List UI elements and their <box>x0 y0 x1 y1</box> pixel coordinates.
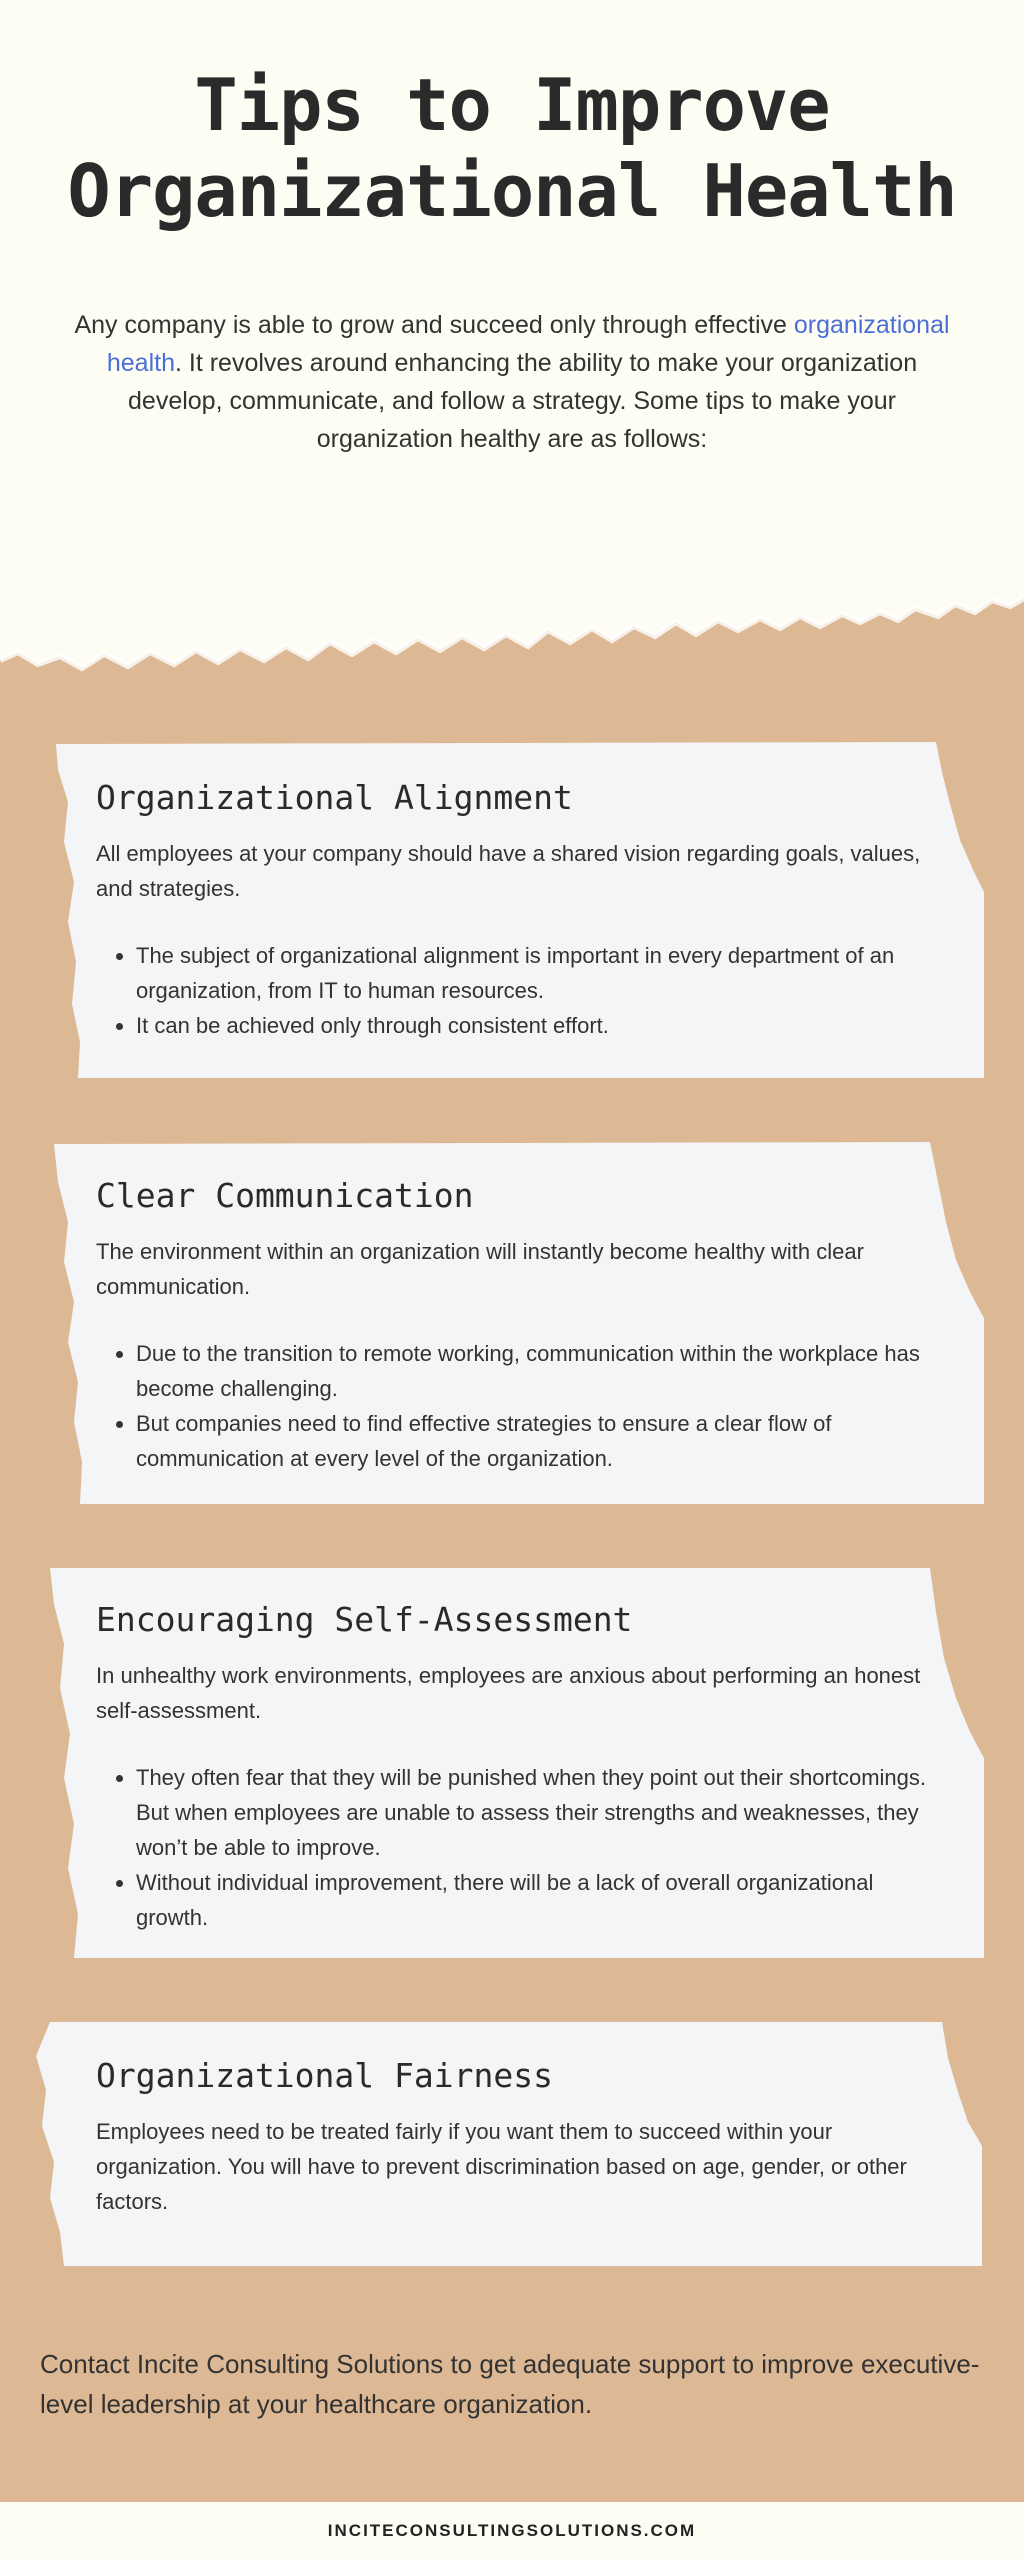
intro-paragraph <box>58 306 966 458</box>
contact-paragraph: Contact Incite Consulting Solutions to get adequate support to improve executive-level leadership at your healthcare organization. <box>40 2349 980 2419</box>
tip-heading: Clear Communication <box>96 1176 474 1215</box>
tip-heading: Organizational Alignment <box>96 778 573 817</box>
tip-bullet-list <box>96 938 946 1043</box>
tip-bullet: • Due to the transition to remote working, communication within the workplace has become challenging. <box>136 1336 946 1406</box>
page-title-line-2: Organizational Health <box>67 149 957 233</box>
tip-heading: Organizational Fairness <box>96 2056 553 2095</box>
tip-bullet: • They often fear that they will be punished when they point out their shortcomings. But when employees are unable to assess their strengths and weaknesses, they won’t be able to improve. <box>136 1760 948 1865</box>
organizational-health-link[interactable]: organizational health <box>106 311 950 377</box>
page-title <box>0 62 1024 234</box>
footer-website-link[interactable]: INCITECONSULTINGSOLUTIONS.COM <box>0 2502 1024 2560</box>
tip-bullet-list <box>96 1760 948 1935</box>
page-title-line-1: Tips to Improve <box>194 63 830 147</box>
tip-card-organizational-fairness <box>36 2022 982 2266</box>
tip-lead: In unhealthy work environments, employees are anxious about performing an honest self-assessment. <box>96 1663 921 1723</box>
tip-lead: All employees at your company should have a shared vision regarding goals, values, and strategies. <box>96 841 921 901</box>
tip-card-self-assessment <box>48 1568 984 1958</box>
tip-bullet: • It can be achieved only through consistent effort. <box>136 1008 946 1043</box>
tip-heading: Encouraging Self-Assessment <box>96 1600 633 1639</box>
tip-lead: The environment within an organization will instantly become healthy with clear communication. <box>96 1239 864 1299</box>
tip-lead: Employees need to be treated fairly if you want them to succeed within your organization. You will have to prevent discrimination based on age, gender, or other factors. <box>96 2119 907 2214</box>
tip-bullet-list <box>96 1336 946 1476</box>
tip-bullet: • The subject of organizational alignment is important in every department of an organization, from IT to human resources. <box>136 938 946 1008</box>
tip-card-clear-communication <box>50 1142 984 1504</box>
intro-text-end: . It revolves around enhancing the ability to make your organization develop, communicate, and follow a strategy. Some tips to make your organization healthy are as follows: <box>128 349 918 453</box>
header-section <box>0 0 1024 680</box>
tip-bullet: • But companies need to find effective strategies to ensure a clear flow of communication at every level of the organization. <box>136 1406 946 1476</box>
intro-text-start: Any company is able to grow and succeed only through effective <box>74 311 794 339</box>
tip-card-organizational-alignment <box>50 742 984 1078</box>
tip-bullet: • Without individual improvement, there will be a lack of overall organizational growth. <box>136 1865 948 1935</box>
